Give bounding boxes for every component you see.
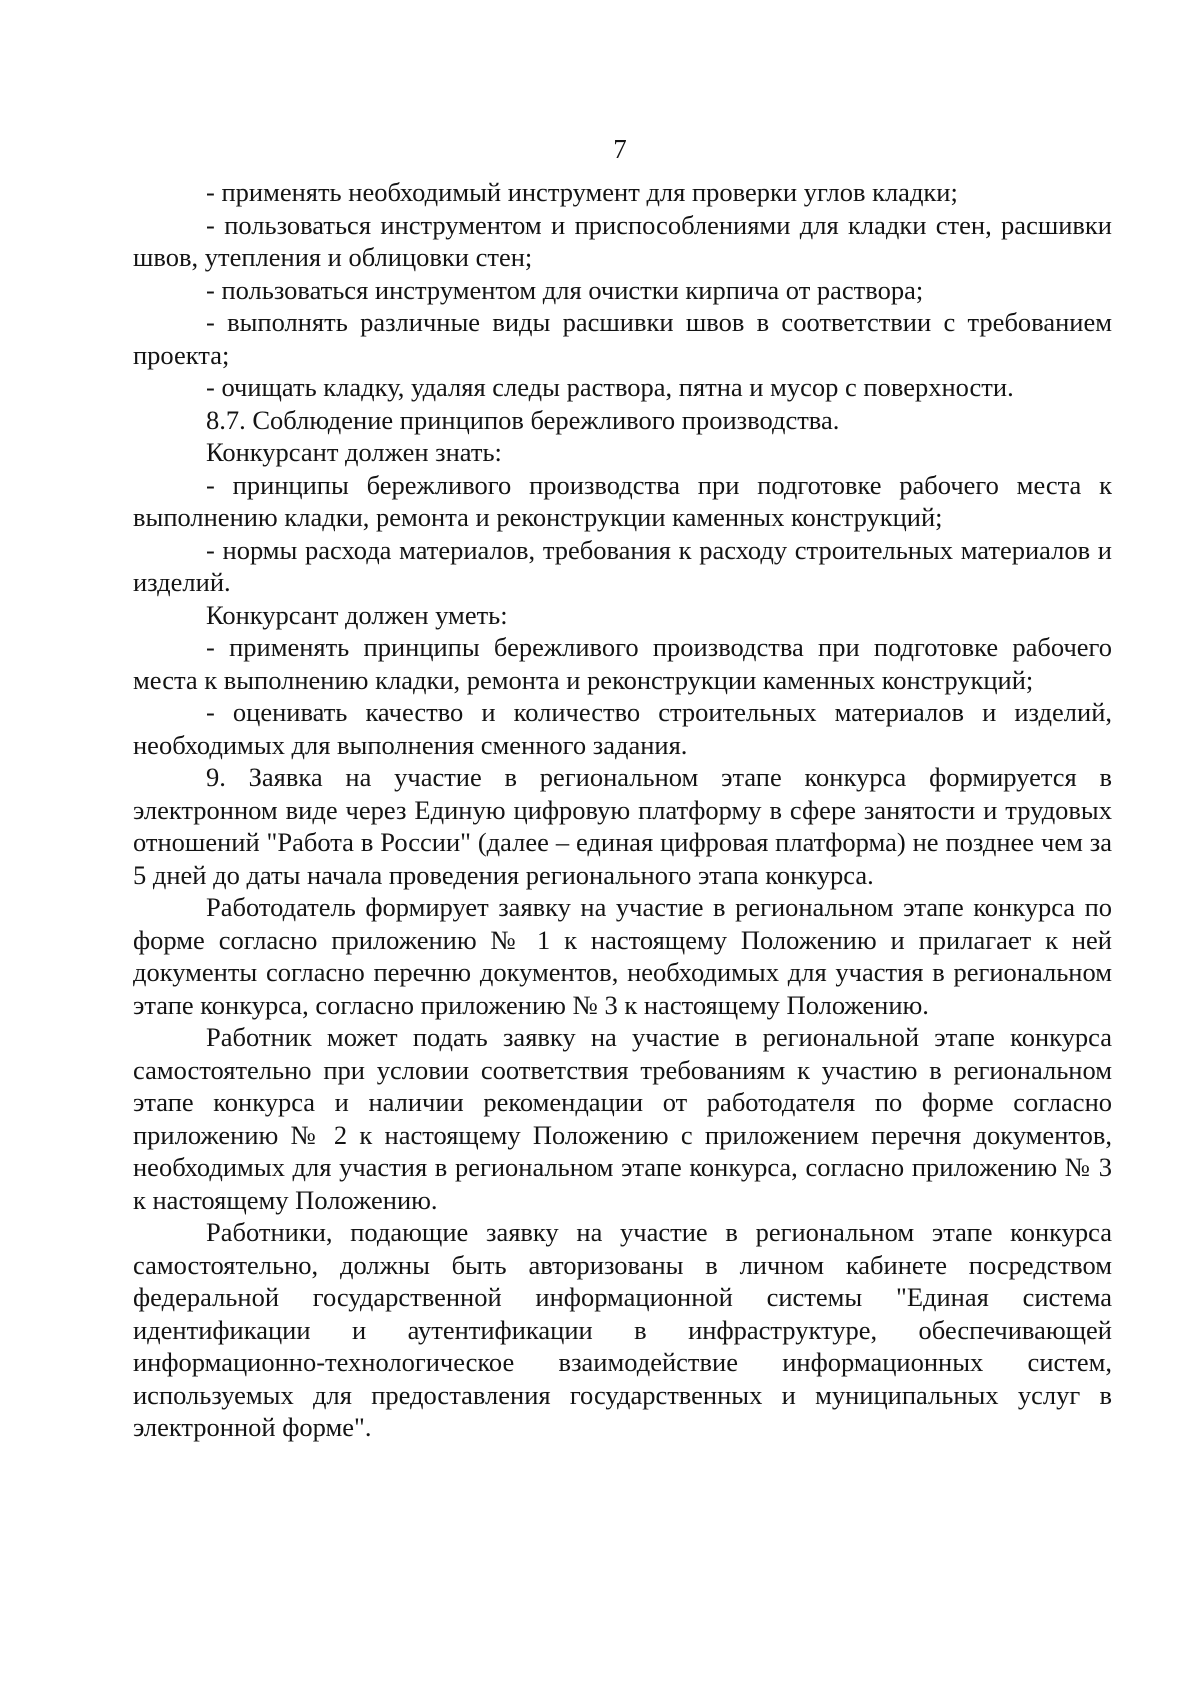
- document-body: [133, 176, 1112, 1444]
- paragraph: - выполнять различные виды расшивки швов в соответствии с требованием проекта;: [133, 307, 1112, 370]
- paragraph: - пользоваться инструментом для очистки кирпича от раствора;: [206, 274, 924, 305]
- paragraph: - нормы расхода материалов, требования к расходу строительных материалов и изделий.: [133, 534, 1112, 597]
- paragraph: - принципы бережливого производства при подготовке рабочего места к выполнению кладки, ремонта и реконструкции каменных конструкций;: [133, 469, 1112, 532]
- paragraph: Работодатель формирует заявку на участие в региональном этапе конкурса по форме согласно приложению № 1 к настоящему Положению и прилагает к ней документы согласно перечню документов, необходимых для участия в региональном этапе конкурса, согласно приложению № 3 к настоящему Положению.: [133, 892, 1112, 1020]
- paragraph: Конкурсант должен знать:: [206, 437, 502, 467]
- paragraph: Конкурсант должен уметь:: [206, 599, 508, 630]
- paragraph: - применять принципы бережливого производства при подготовке рабочего места к выполнению кладки, ремонта и реконструкции каменных конструкций;: [133, 632, 1112, 695]
- page-number: 7: [613, 134, 627, 164]
- paragraph: - применять необходимый инструмент для проверки углов кладки;: [206, 177, 958, 207]
- section-heading: 8.7. Соблюдение принципов бережливого производства.: [206, 404, 840, 435]
- paragraph: Работники, подающие заявку на участие в региональном этапе конкурса самостоятельно, должны быть авторизованы в личном кабинете посредством федеральной государственной информационной системы "Единая система идентификации и аутентификации в инфраструктуре, обеспечивающей информационно-технологическое взаимодействие информационных систем, используемых для предоставления государственных и муниципальных услуг в электронной форме".: [133, 1217, 1112, 1442]
- paragraph: 9. Заявка на участие в региональном этапе конкурса формируется в электронном виде через Единую цифровую платформу в сфере занятости и трудовых отношений "Работа в России" (далее – единая цифровая платформа) не позднее чем за 5 дней до даты начала проведения регионального этапа конкурса.: [133, 762, 1112, 890]
- paragraph: - очищать кладку, удаляя следы раствора, пятна и мусор с поверхности.: [206, 372, 1014, 402]
- paragraph: - пользоваться инструментом и приспособлениями для кладки стен, расшивки швов, утепления и облицовки стен;: [133, 209, 1112, 272]
- paragraph: Работник может подать заявку на участие в региональной этапе конкурса самостоятельно при условии соответствия требованиям к участию в региональном этапе конкурса и наличии рекомендации от работодателя по форме согласно приложению № 2 к настоящему Положению с приложением перечня документов, необходимых для участия в региональном этапе конкурса, согласно приложению № 3 к настоящему Положению.: [133, 1022, 1112, 1215]
- paragraph: - оценивать качество и количество строительных материалов и изделий, необходимых для выполнения сменного задания.: [133, 697, 1112, 760]
